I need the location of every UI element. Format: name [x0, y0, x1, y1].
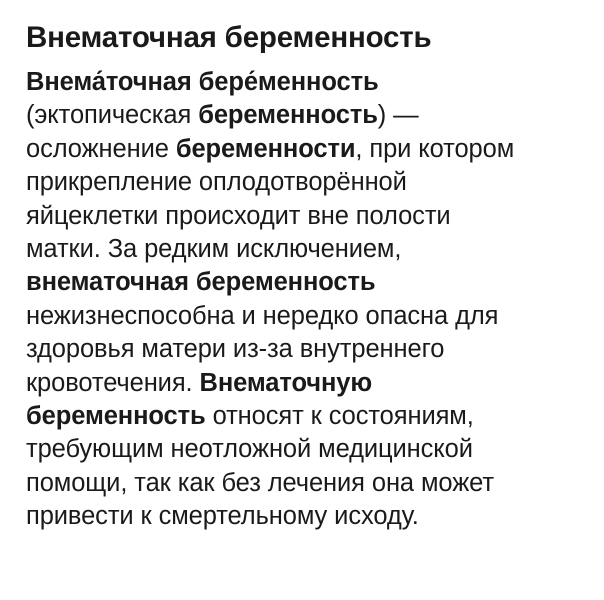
article-line	[26, 99, 578, 132]
article-line	[26, 166, 578, 199]
article-line	[26, 200, 578, 233]
article-line	[26, 433, 578, 466]
text-segment: помощи, так как без лечения она может	[26, 468, 495, 497]
text-segment: требующим неотложной медицинской	[26, 435, 473, 464]
text-segment: матки. За редким исключением,	[26, 235, 402, 264]
text-segment: ) —	[377, 101, 419, 130]
text-segment: здоровья матери из-за внутреннего	[26, 335, 445, 364]
bold-term: Внематочную	[199, 368, 373, 397]
bold-term: беременность	[198, 101, 378, 130]
article-line	[26, 400, 578, 433]
bold-term: беременности	[175, 134, 356, 163]
text-segment: осложнение	[26, 134, 176, 163]
bold-term: внематочная беременность	[26, 268, 376, 297]
text-segment: прикрепление оплодотворённой	[26, 168, 407, 197]
page-title: Внематочная беременность	[26, 21, 432, 54]
article-line	[26, 66, 578, 99]
article-body	[26, 66, 578, 534]
article-line	[26, 367, 578, 400]
text-segment: яйцеклетки происходит вне полости	[26, 201, 451, 230]
article-line	[26, 300, 578, 333]
article-line	[26, 500, 578, 533]
article-line	[26, 333, 578, 366]
article-line	[26, 133, 578, 166]
text-segment: (эктопическая	[26, 101, 199, 130]
text-segment: относят к состояниям,	[205, 402, 474, 431]
text-segment: кровотечения.	[26, 368, 200, 397]
bold-term: Внема́точная бере́менность	[26, 68, 379, 96]
text-segment: нежизнеспособна и нередко опасна для	[26, 301, 499, 330]
text-segment: , при котором	[355, 134, 515, 163]
article-line	[26, 467, 578, 500]
article-line	[26, 233, 578, 266]
text-segment: привести к смертельному исходу.	[26, 502, 419, 531]
article-line	[26, 266, 578, 299]
bold-term: беременность	[26, 402, 206, 431]
